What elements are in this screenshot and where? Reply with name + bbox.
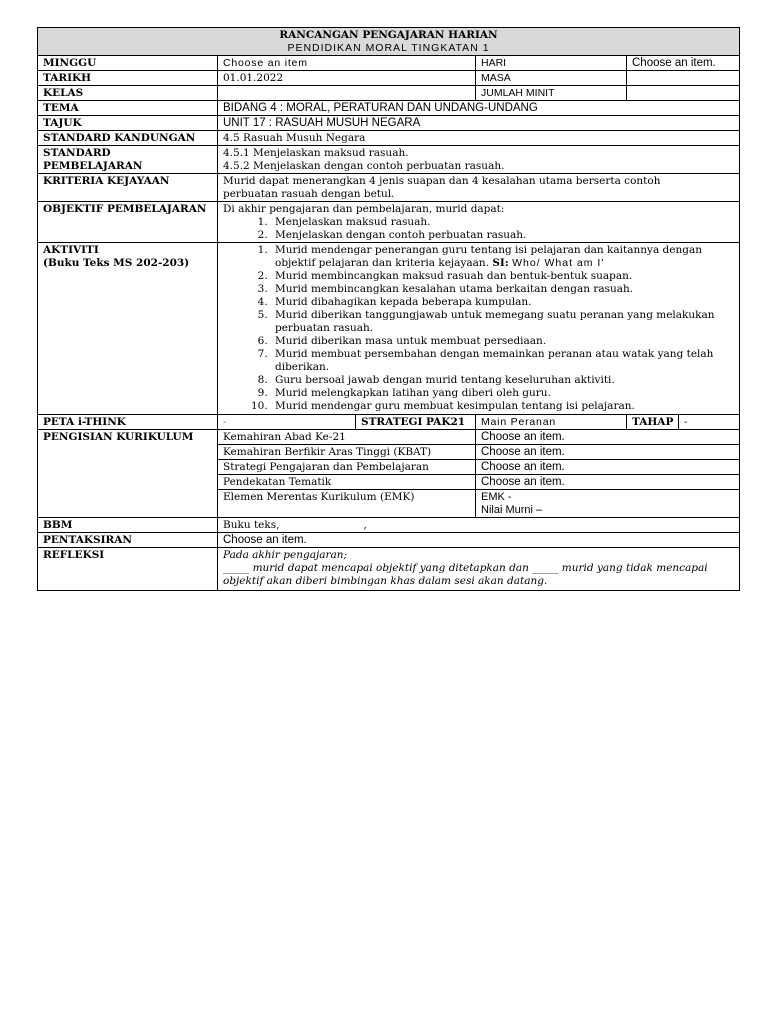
row-tajuk [38,116,740,131]
jumlah-minit-field[interactable] [627,86,740,101]
label-kriteria-kejayaan: KRITERIA KEJAYAAN [38,174,218,202]
label-objektif-pembelajaran: OBJEKTIF PEMBELAJARAN [38,202,218,243]
pentaksiran-dropdown[interactable]: Choose an item. [218,533,740,548]
pengisian-dropdown[interactable]: Choose an item. [476,430,740,445]
table-header [38,28,740,56]
lesson-plan-table [37,27,740,591]
row-bbm [38,518,740,533]
aktiviti-item: 4. Murid dibahagikan kepada beberapa kumpulan. [271,296,734,309]
objektif-list [223,216,734,242]
label-tajuk: TAJUK [38,116,218,131]
pengisian-dropdown[interactable]: Choose an item. [476,460,740,475]
standard-kandungan-value[interactable]: 4.5 Rasuah Musuh Negara [218,131,740,146]
kelas-field[interactable] [218,86,476,101]
label-standard-pembelajaran: STANDARD PEMBELAJARAN [38,146,218,174]
label-aktiviti: AKTIVITI [43,244,99,256]
aktiviti-item-text: Murid mendengar penerangan guru tentang isi pelajaran dan kaitannya dengan objektif pelajaran dan kriteria kejayaan. [275,244,702,269]
objektif-intro: Di akhir pengajaran dan pembelajaran, murid dapat: [223,203,505,215]
label-aktiviti-ref: (Buku Teks MS 202-203) [43,257,190,269]
kriteria-kejayaan-value[interactable]: Murid dapat menerangkan 4 jenis suapan dan 4 kesalahan utama berserta contoh perbuatan rasuah dengan betul. [218,174,740,202]
aktiviti-item: 7. Murid membuat persembahan dengan memainkan peranan atau watak yang telah diberikan. [271,348,734,374]
pengisian-label: Pendekatan Tematik [218,475,476,490]
pengisian-dropdown[interactable]: Choose an item. [476,475,740,490]
row-refleksi [38,548,740,591]
tajuk-value[interactable]: UNIT 17 : RASUAH MUSUH NEGARA [218,116,740,131]
hari-dropdown[interactable]: Choose an item. [627,56,740,71]
aktiviti-item: 2. Murid membincangkan maksud rasuah dan bentuk-bentuk suapan. [271,270,734,283]
aktiviti-item: 3. Murid membincangkan kesalahan utama berkaitan dengan rasuah. [271,283,734,296]
refleksi-line: Pada akhir pengajaran; [223,549,348,561]
document-title: RANCANGAN PENGAJARAN HARIAN [279,29,498,41]
aktiviti-item [271,244,734,270]
tema-value[interactable]: BIDANG 4 : MORAL, PERATURAN DAN UNDANG-UNDANG [218,101,740,116]
standard-pembelajaran-item: 4.5.2 Menjelaskan dengan contoh perbuatan rasuah. [223,160,505,172]
row-pentaksiran [38,533,740,548]
pengisian-label: Strategi Pengajaran dan Pembelajaran [218,460,476,475]
standard-pembelajaran-value[interactable] [218,146,740,174]
peta-ithink-value[interactable]: - [218,415,356,430]
document-subtitle: PENDIDIKAN MORAL TINGKATAN 1 [287,42,490,54]
si-value: Who/ What am I' [512,257,605,269]
bbm-separator: , [363,519,367,531]
objektif-item: 2. Menjelaskan dengan contoh perbuatan rasuah. [271,229,734,242]
tarikh-field[interactable]: 01.01.2022 [218,71,476,86]
row-minggu [38,56,740,71]
aktiviti-item: 8. Guru bersoal jawab dengan murid tentang keseluruhan aktiviti. [271,374,734,387]
row-kriteria-kejayaan [38,174,740,202]
label-pengisian-kurikulum: PENGISIAN KURIKULUM [38,430,218,518]
row-objektif [38,202,740,243]
standard-pembelajaran-item: 4.5.1 Menjelaskan maksud rasuah. [223,147,409,159]
label-masa: MASA [476,71,627,86]
label-bbm: BBM [38,518,218,533]
label-refleksi: REFLEKSI [38,548,218,591]
label-standard-kandungan: STANDARD KANDUNGAN [38,131,218,146]
bbm-value[interactable] [218,518,740,533]
aktiviti-item: 10. Murid mendengar guru membuat kesimpulan tentang isi pelajaran. [271,400,734,413]
emk-label: Elemen Merentas Kurikulum (EMK) [218,490,476,518]
si-label: SI: [492,257,509,269]
objektif-item: 1. Menjelaskan maksud rasuah. [271,216,734,229]
label-strategi-pak21: STRATEGI PAK21 [356,415,476,430]
label-peta-ithink: PETA i-THINK [38,415,218,430]
aktiviti-item: 9. Murid melengkapkan latihan yang diberi oleh guru. [271,387,734,400]
tahap-value[interactable]: - [679,415,740,430]
aktiviti-value[interactable] [218,243,740,415]
label-hari: HARI [476,56,627,71]
label-minggu: MINGGU [38,56,218,71]
masa-field[interactable] [627,71,740,86]
bbm-item: Buku teks, [223,519,280,531]
label-jumlah-minit: JUMLAH MINIT [476,86,627,101]
label-aktiviti-cell [38,243,218,415]
pengisian-label: Kemahiran Abad Ke-21 [218,430,476,445]
row-tema [38,101,740,116]
row-tarikh [38,71,740,86]
row-aktiviti [38,243,740,415]
row-peta-ithink [38,415,740,430]
minggu-dropdown[interactable]: Choose an item [218,56,476,71]
nilai-murni-value: Nilai Murni – [481,504,543,516]
objektif-value[interactable] [218,202,740,243]
row-standard-kandungan [38,131,740,146]
row-pengisian-1 [38,430,740,445]
aktiviti-list [223,244,734,413]
refleksi-line: _____ murid dapat mencapai objektif yang ditetapkan dan _____ murid yang tidak mencapai objektif akan diberi bimbingan khas dalam sesi akan datang. [223,562,708,587]
refleksi-value[interactable] [218,548,740,591]
label-tahap: TAHAP [627,415,679,430]
pengisian-label: Kemahiran Berfikir Aras Tinggi (KBAT) [218,445,476,460]
aktiviti-item: 6. Murid diberikan masa untuk membuat persediaan. [271,335,734,348]
header-row [38,28,740,56]
emk-value: EMK - [481,491,512,503]
row-kelas [38,86,740,101]
label-pentaksiran: PENTAKSIRAN [38,533,218,548]
pengisian-dropdown[interactable]: Choose an item. [476,445,740,460]
label-tema: TEMA [38,101,218,116]
row-standard-pembelajaran [38,146,740,174]
aktiviti-item: 5. Murid diberikan tanggungjawab untuk memegang suatu peranan yang melakukan perbuatan rasuah. [271,309,734,335]
emk-value-cell[interactable] [476,490,740,518]
label-tarikh: TARIKH [38,71,218,86]
strategi-pak21-value[interactable]: Main Peranan [476,415,627,430]
label-kelas: KELAS [38,86,218,101]
